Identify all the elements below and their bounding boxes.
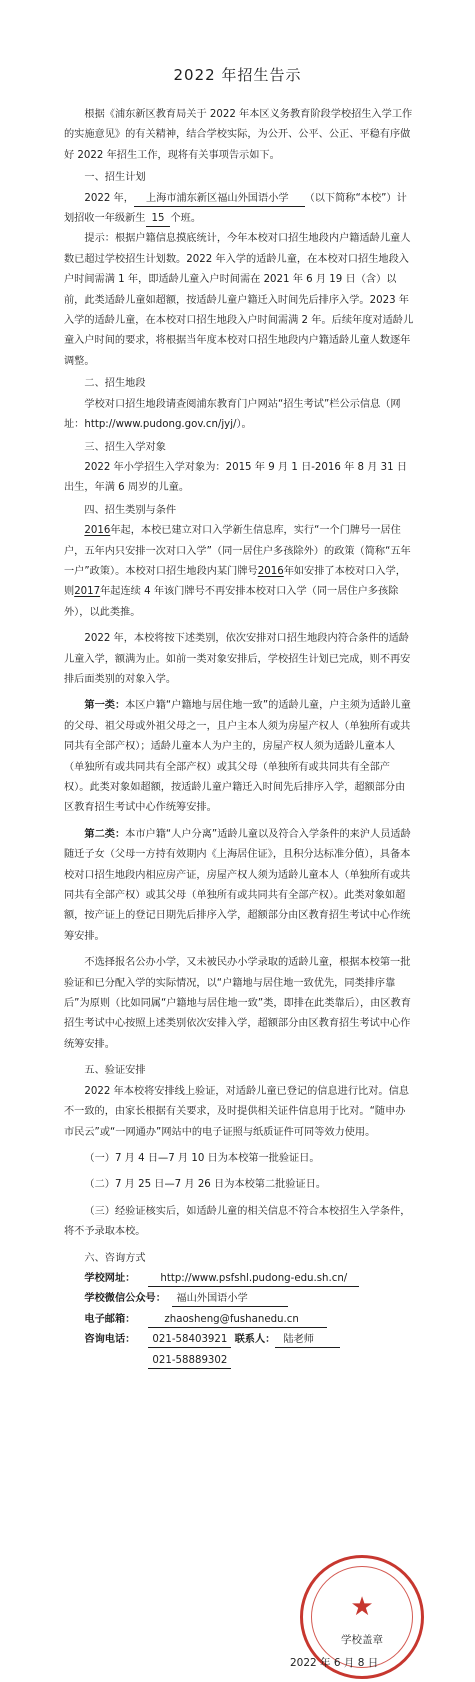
category-2-label: 第二类： [84,828,126,840]
order-paragraph: 2022 年，本校将按下述类别，依次安排对口招生地段内符合条件的适龄儿童入学，额满为止。如前一类对象安排后，学校招生计划已完成，则不再安排后面类别的对象入学。 [64,633,411,685]
wechat-label: 学校微信公众号： [84,1293,166,1305]
policy-year-1: 2016 [84,525,111,537]
website-label: 学校网址： [84,1272,136,1284]
contact-person: 陆老师 [275,1333,340,1348]
seal-star-icon: ★ [350,1592,374,1622]
phone-row [84,1330,414,1350]
plan-paragraph [64,189,414,230]
category-1-label: 第一类： [84,700,126,712]
website-row [84,1269,414,1289]
page-title: 2022 年招生告示 [173,66,302,84]
wechat-account: 福山外国语小学 [172,1292,287,1307]
verification-text: 2022 年本校将安排线上验证，对适龄儿童已登记的信息进行比对。信息不一致的，由家长根据有关要求，及时提供相关证件信息用于比对。“随申办市民云”或“一网通办”网站中的电子证照与纸质证件可同等效力使用。 [64,1085,409,1138]
policy-year-2: 2016 [257,565,284,577]
plan-unit: 个班。 [170,213,202,225]
issue-date: 2022 年 6 月 8 日 [290,1657,379,1669]
section-6-heading: 六、咨询方式 [84,1252,146,1264]
policy-year-3: 2017 [74,586,101,598]
other-arrangement: 不选择报名公办小学，又未被民办小学录取的适龄儿童，根据本校第一批验证和已分配入学的实际情况，以“户籍地与居住地一致优先，同类排序靠后”为原则（比如同属“户籍地与居住地一致”类，即排在此类靠后），由区教育招生考试中心按照上述类别依次安排入学，超额部分由区教育招生考试中心作统筹安排。 [64,957,411,1050]
phone-2-row [84,1351,414,1371]
website-link[interactable]: http://www.psfshl.pudong-edu.sh.cn/ [148,1272,359,1287]
category-1-text: 本区户籍“户籍地与居住地一致”的适龄儿童，户主须为适龄儿童的父母、祖父母或外祖父母之一，且户主本人须为房屋产权人（单独所有或共同共有全部产权）；适龄儿童本人为户主的，房屋产权人须为适龄儿童本人（单独所有或共同共有全部产权）或其父母（单独所有或共同共有全部产权）。此类对象如超额，按适龄儿童户籍迁入时间先后排序入学，超额部分由区教育招生考试中心作统筹安排。 [64,700,411,814]
plan-year: 2022 年， [84,192,134,204]
plan-note: 提示：根据户籍信息摸底统计，今年本校对口招生地段内户籍适龄儿童人数已超过学校招生计划数。2022 年入学的适龄儿童，在本校对口招生地段入户时间需满 1 年，即适龄儿童入户时间需在 2021 年 6 月 19 日（含）以前，此类适龄儿童如超额，按适龄儿童户籍迁入时间先后排序入学。2023 年入学的适龄儿童，在本校对口招生地段入户时间需满 2 年。后续年度对适龄儿童入户时间的要求，将根据当年度本校对口招生地段内户籍适龄儿童人数逐年调整。 [64,233,414,367]
policy-text-a: 年起，本校已建立对口入学新生信息库，实行“一个门牌号一居住户，五年内只安排一次对口入学”（同一居住户多孩除外）的政策（简称“五年一户”政策）。本校对口招生地段内某门牌号 [64,525,411,577]
section-5-heading: 五、验证安排 [84,1065,146,1077]
class-count: 15 [146,212,171,227]
eligibility-text: 2022 年小学招生入学对象为：2015 年 9 月 1 日-2016 年 8 月 31 日出生，年满 6 周岁的儿童。 [64,461,408,494]
phone-1: 021-58403921 [148,1333,231,1348]
school-name: 上海市浦东新区福山外国语小学 [134,192,305,207]
contact-label: 联系人： [234,1334,276,1346]
intro-paragraph: 根据《浦东新区教育局关于 2022 年本区义务教育阶段学校招生入学工作的实施意见》的有关精神，结合学校实际，为公开、公平、公正、平稳有序做好 2022 年招生工作，现将有关事项告示如下。 [64,109,413,161]
category-1 [64,696,414,818]
email-link[interactable]: zhaosheng@fushanedu.cn [148,1313,326,1328]
email-label: 电子邮箱： [84,1313,136,1325]
email-row [84,1310,414,1330]
phone-label: 咨询电话： [84,1334,136,1346]
verification-item-1: （一）7 月 4 日—7 月 10 日为本校第一批验证日。 [84,1152,320,1164]
verification-item-3: （三）经验证核实后，如适龄儿童的相关信息不符合本校招生入学条件，将不予录取本校。 [64,1205,411,1238]
policy-paragraph [64,521,414,623]
section-3-heading: 三、招生入学对象 [84,441,166,453]
seal-label: 学校盖章 [341,1634,383,1646]
category-2 [64,825,414,947]
section-4-heading: 四、招生类别与条件 [84,504,177,516]
notice-body [64,105,414,1371]
policy-text-c: 年起连续 4 年该门牌号不再安排本校对口入学（同一居住户多孩除外），以此类推。 [64,586,399,618]
plan-mid-text: （以下简称“本校”）计划招收一年级新生 [64,192,407,225]
district-text: 学校对口招生地段请查阅浦东教育门户网站“招生考试”栏公示信息（网址：http://www.pudong.gov.cn/jyj/）。 [64,398,401,431]
policy-text-b: 年如安排了本校对口入学，则 [64,565,406,598]
wechat-row [84,1289,414,1309]
section-1-heading: 一、招生计划 [84,172,146,184]
category-2-text: 本市户籍“人户分离”适龄儿童以及符合入学条件的来沪人员适龄随迁子女（父母一方持有效期内《上海居住证》，且积分达标准分值），具备本校对口招生地段内相应房产证，房屋产权人须为适龄儿童本人（单独所有或共同共有全部产权）或其父母（单独所有或共同共有全部产权）。此类对象如超额，按产证上的登记日期先后排序入学，超额部分由区教育招生考试中心作统筹安排。 [64,828,411,942]
phone-2: 021-58889302 [148,1354,231,1369]
section-2-heading: 二、招生地段 [84,378,146,390]
verification-item-2: （二）7 月 25 日—7 月 26 日为本校第二批验证日。 [84,1179,327,1191]
